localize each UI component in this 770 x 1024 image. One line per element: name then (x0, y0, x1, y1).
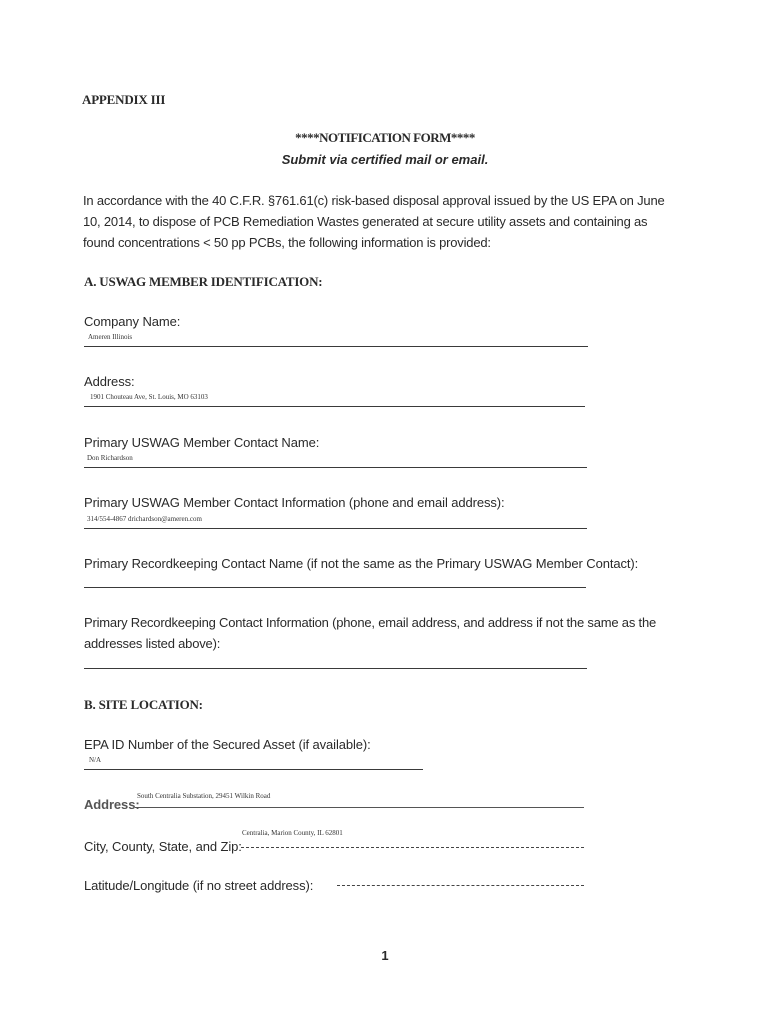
contact-name-underline (84, 467, 587, 468)
site-address-underline (135, 807, 584, 808)
address-label: Address: (84, 374, 135, 389)
site-address-label: Address: (84, 797, 140, 812)
intro-paragraph: In accordance with the 40 C.F.R. §761.61(c) risk-based disposal approval issued by the US EPA on June 10, 2014, to dispose of PCB Remediation Wastes generated at secure utility assets and containing as found concentrations < 50 pp PCBs, the following information is provided: (83, 193, 665, 250)
latlong-underline[interactable] (337, 885, 584, 886)
contact-name-label: Primary USWAG Member Contact Name: (84, 435, 320, 450)
contact-info-value[interactable]: 314/554-4867 drichardson@ameren.com (87, 515, 202, 523)
recordkeeping-info-label: Primary Recordkeeping Contact Information (phone, email address, and address if not the same as the addresses listed above): (84, 615, 657, 651)
appendix-label: APPENDIX III (82, 92, 166, 107)
company-name-underline (84, 346, 588, 347)
epa-id-underline (84, 769, 423, 770)
city-value[interactable]: Centralia, Marion County, IL 62801 (242, 829, 343, 837)
city-label: City, County, State, and Zip: (84, 839, 242, 854)
form-title: ****NOTIFICATION FORM**** (295, 130, 475, 145)
section-b-heading: B. SITE LOCATION: (84, 697, 203, 712)
address-value[interactable]: 1901 Chouteau Ave, St. Louis, MO 63103 (90, 393, 208, 401)
company-name-value[interactable]: Ameren Illinois (88, 333, 133, 341)
section-a-heading: A. USWAG MEMBER IDENTIFICATION: (84, 274, 323, 289)
city-underline (241, 847, 584, 848)
epa-id-value[interactable]: N/A (89, 756, 102, 764)
company-name-label: Company Name: (84, 314, 181, 329)
form-subtitle: Submit via certified mail or email. (281, 152, 489, 167)
contact-name-value[interactable]: Don Richardson (87, 454, 133, 462)
latlong-label: Latitude/Longitude (if no street address): (84, 878, 314, 893)
contact-info-label: Primary USWAG Member Contact Information (phone and email address): (84, 495, 505, 510)
recordkeeping-info-underline[interactable] (84, 668, 587, 669)
page-number: 1 (381, 948, 389, 963)
address-underline (84, 406, 585, 407)
contact-info-underline (84, 528, 587, 529)
recordkeeping-name-label: Primary Recordkeeping Contact Name (if not the same as the Primary USWAG Member Contact): (84, 556, 639, 571)
recordkeeping-name-underline[interactable] (84, 587, 586, 588)
epa-id-label: EPA ID Number of the Secured Asset (if available): (84, 737, 371, 752)
site-address-value[interactable]: South Centralia Substation, 29451 Wilkin Road (137, 792, 271, 800)
